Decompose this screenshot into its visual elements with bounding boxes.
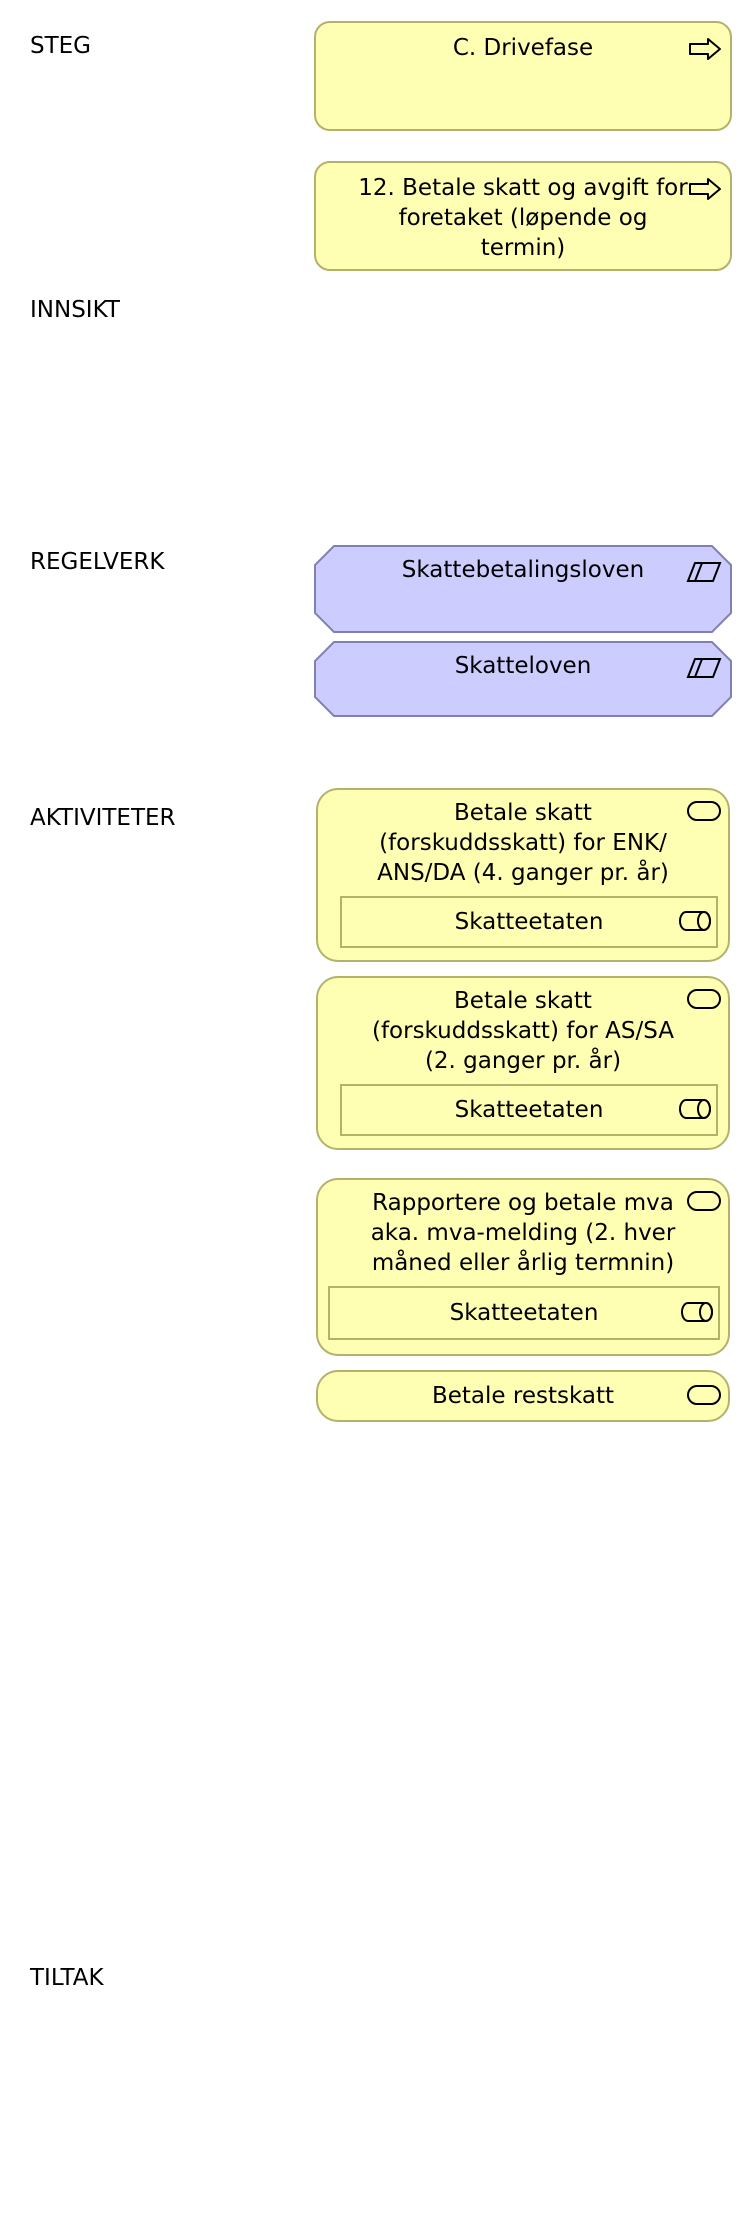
activity-box-restskatt[interactable] <box>316 1370 730 1422</box>
process-arrow-icon <box>688 37 722 61</box>
lane-label-innsikt: INNSIKT <box>30 297 120 323</box>
step-box-label: C. Drivefase <box>452 35 594 61</box>
actor-box-skatteetaten[interactable] <box>340 896 718 948</box>
lane-label-regelverk: REGELVERK <box>30 549 165 575</box>
requirement-parallelogram-icon <box>686 561 722 583</box>
regulation-label: Skattebetalingsloven <box>401 557 645 583</box>
activity-box-mva-melding[interactable] <box>316 1178 730 1356</box>
regulation-skattebetalingsloven[interactable] <box>314 545 732 633</box>
actor-box-skatteetaten[interactable] <box>328 1286 720 1340</box>
lane-label-aktiviteter: AKTIVITETER <box>30 805 176 831</box>
lane-label-steg: STEG <box>30 33 92 59</box>
activity-label: Betale restskatt <box>431 1383 615 1409</box>
activity-label: Rapportere og betale mva aka. mva-melding (2. hver måned eller årlig termnin) <box>370 1190 676 1276</box>
step-box-drivefase[interactable] <box>314 21 732 131</box>
process-arrow-icon <box>688 177 722 201</box>
regulation-label: Skatteloven <box>454 653 592 679</box>
step-box-label: 12. Betale skatt og avgift for foretaket (løpende og termin) <box>358 175 688 261</box>
activity-box-forskuddsskatt-enk[interactable] <box>316 788 730 962</box>
activity-box-forskuddsskatt-as[interactable] <box>316 976 730 1150</box>
step-box-betale-skatt[interactable] <box>314 161 732 271</box>
service-rounded-icon <box>686 1384 722 1406</box>
activity-label: Betale skatt (forskuddsskatt) for ENK/ ANS/DA (4. ganger pr. år) <box>377 800 669 886</box>
regulation-skatteloven[interactable] <box>314 641 732 717</box>
role-cylinder-icon <box>680 1301 714 1323</box>
activity-label: Betale skatt (forskuddsskatt) for AS/SA (2. ganger pr. år) <box>371 988 675 1074</box>
actor-label: Skatteetaten <box>449 1300 599 1326</box>
requirement-parallelogram-icon <box>686 657 722 679</box>
service-rounded-icon <box>686 800 722 822</box>
actor-label: Skatteetaten <box>454 1097 604 1123</box>
service-rounded-icon <box>686 988 722 1010</box>
lane-label-tiltak: TILTAK <box>30 1965 104 1991</box>
actor-label: Skatteetaten <box>454 909 604 935</box>
service-rounded-icon <box>686 1190 722 1212</box>
actor-box-skatteetaten[interactable] <box>340 1084 718 1136</box>
role-cylinder-icon <box>678 1098 712 1120</box>
role-cylinder-icon <box>678 910 712 932</box>
